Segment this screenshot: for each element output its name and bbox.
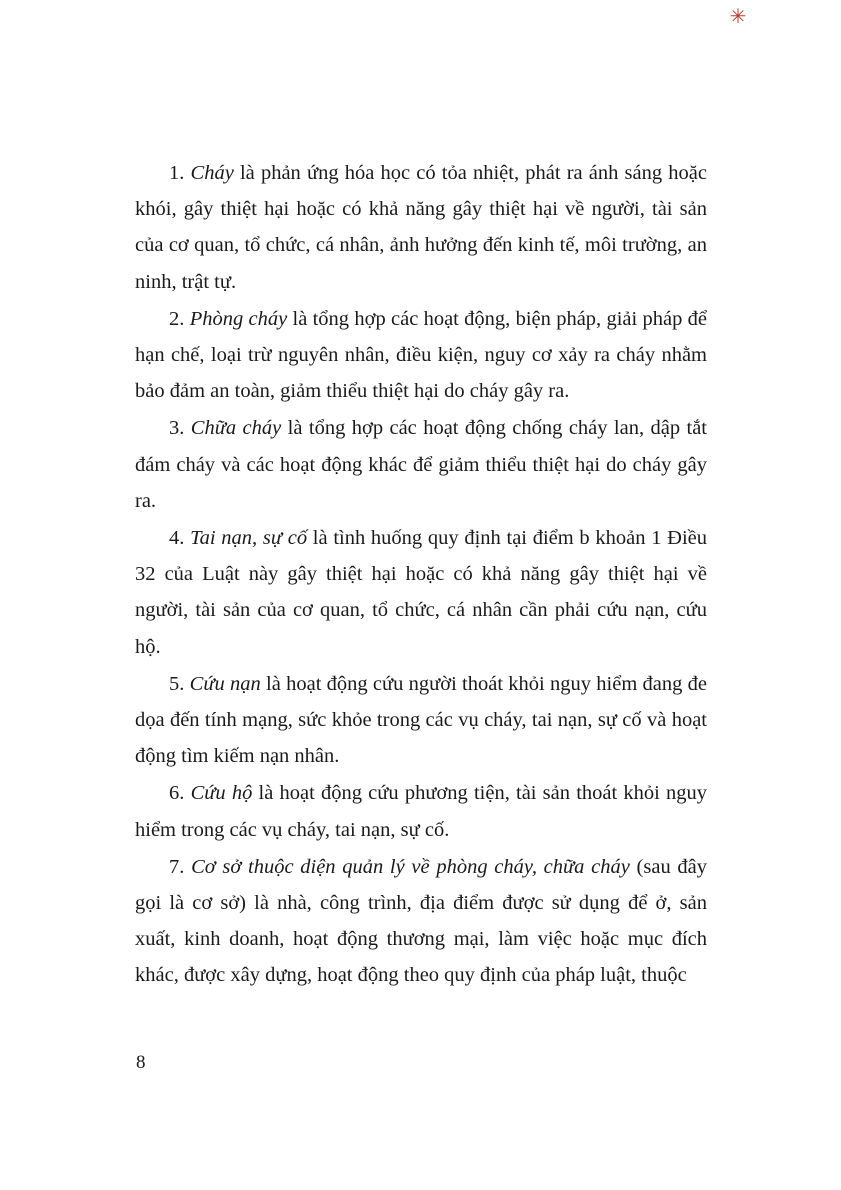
defined-term: Phòng cháy [189, 307, 288, 330]
list-item [135, 301, 707, 410]
list-item [135, 775, 707, 847]
item-number: 2. [169, 307, 185, 330]
item-number: 7. [169, 855, 185, 878]
defined-term: Cứu nạn [189, 672, 261, 695]
item-text: (sau đây gọi là cơ sở) là nhà, công trình, địa điểm được sử dụng để ở, sản xuất, kinh doanh, hoạt động thương mại, làm việc hoặc mục đích khác, được xây dựng, hoạt động theo quy định của pháp luật, thuộc [135, 855, 707, 987]
item-number: 1. [169, 162, 185, 184]
item-text: là hoạt động cứu phương tiện, tài sản thoát khỏi nguy hiểm trong các vụ cháy, tai nạn, sự cố. [135, 782, 707, 841]
body-text [135, 155, 707, 995]
list-item [135, 520, 707, 665]
item-text: là tình huống quy định tại điểm b khoản 1 Điều 32 của Luật này gây thiệt hại hoặc có khả năng gây thiệt hại về người, tài sản của cơ quan, tổ chức, cá nhân cần phải cứu nạn, cứu hộ. [135, 527, 708, 658]
defined-term: Cứu hộ [190, 782, 253, 805]
item-text: là tổng hợp các hoạt động chống cháy lan, dập tắt đám cháy và các hoạt động khác để giảm thiểu thiệt hại do cháy gây ra. [135, 417, 708, 512]
item-text: là tổng hợp các hoạt động, biện pháp, giải pháp để hạn chế, loại trừ nguyên nhân, điều kiện, nguy cơ xảy ra cháy nhằm bảo đảm an toàn, giảm thiểu thiệt hại do cháy gây ra. [135, 307, 708, 403]
item-text: là phản ứng hóa học có tỏa nhiệt, phát ra ánh sáng hoặc khói, gây thiệt hại hoặc có khả năng gây thiệt hại về người, tài sản của cơ quan, tổ chức, cá nhân, ảnh hưởng đến kinh tế, môi trường, an ninh, trật tự. [135, 162, 707, 293]
list-item [135, 849, 707, 994]
item-number: 5. [169, 672, 185, 695]
defined-term: Cơ sở thuộc diện quản lý về phòng cháy, chữa cháy [191, 855, 630, 878]
defined-term: Tai nạn, sự cố [190, 527, 308, 550]
item-number: 6. [169, 782, 185, 805]
asterisk-flower-mark-icon: ✳ [729, 6, 747, 28]
item-number: 3. [169, 417, 185, 440]
list-item [135, 666, 707, 775]
defined-term: Cháy [190, 162, 234, 184]
item-number: 4. [169, 527, 185, 550]
page-number: 8 [136, 1052, 146, 1073]
list-item [135, 155, 707, 300]
defined-term: Chữa cháy [190, 417, 282, 440]
item-text: là hoạt động cứu người thoát khỏi nguy hiểm đang đe dọa đến tính mạng, sức khỏe trong các vụ cháy, tai nạn, sự cố và hoạt động tìm kiếm nạn nhân. [135, 672, 707, 768]
list-item [135, 410, 707, 519]
